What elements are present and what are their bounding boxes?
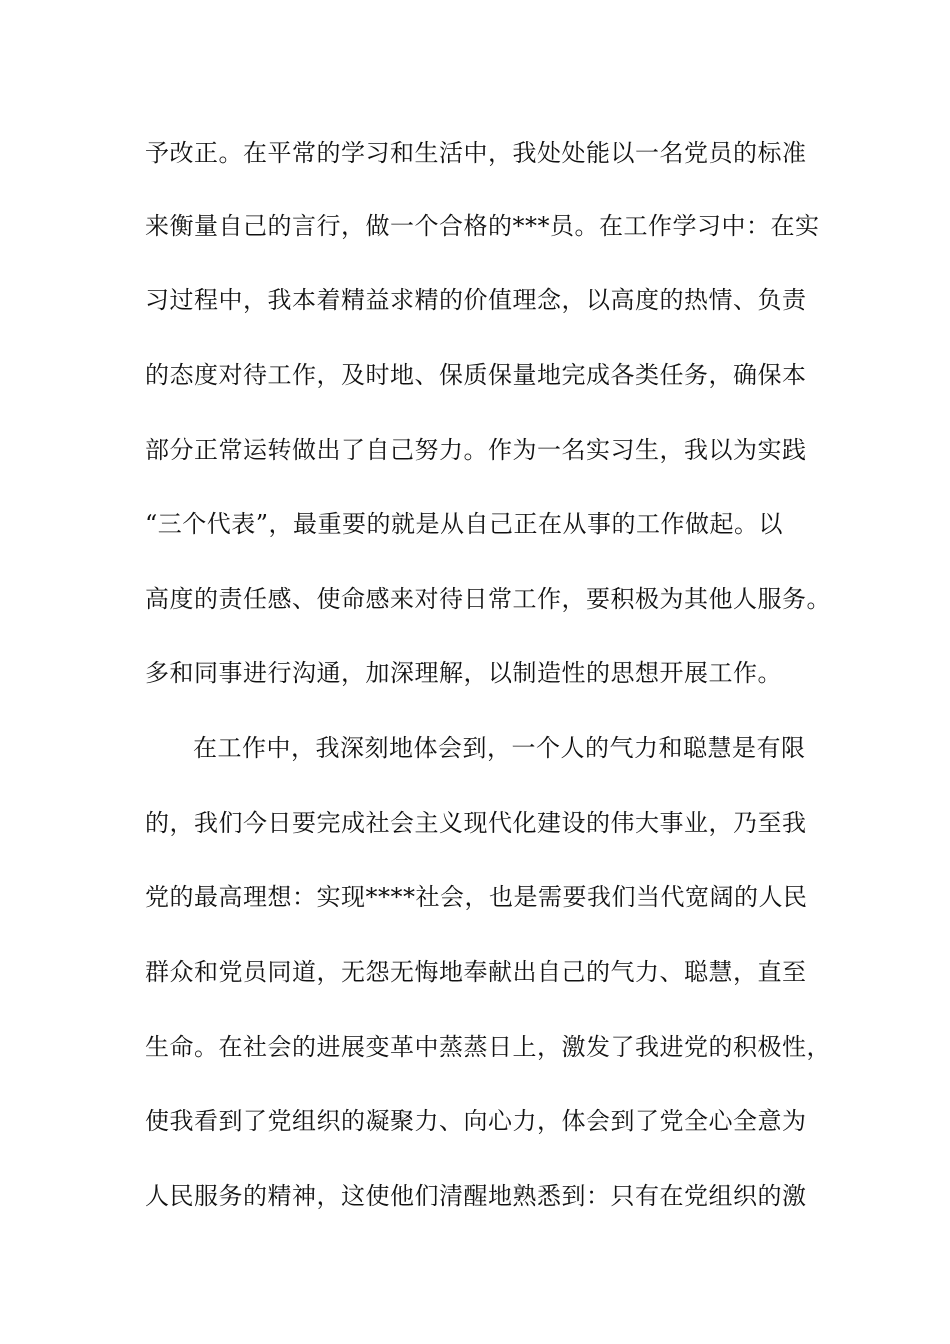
text-line-13: 生命。在社会的进展变革中蒸蒸日上，激发了我进党的积极性，	[145, 1033, 831, 1061]
text-line-11: 党的最高理想：实现****社会，也是需要我们当代宽阔的人民	[145, 883, 808, 911]
text-line-8: 多和同事进行沟通，加深理解，以制造性的思想开展工作。	[145, 659, 782, 687]
text-line-10: 的，我们今日要完成社会主义现代化建设的伟大事业，乃至我	[145, 809, 807, 837]
text-line-9: 在工作中，我深刻地体会到，一个人的气力和聪慧是有限	[193, 734, 806, 762]
text-line-15: 人民服务的精神，这使他们清醒地熟悉到：只有在党组织的激	[145, 1182, 807, 1210]
text-line-1: 予改正。在平常的学习和生活中，我处处能以一名党员的标准	[145, 139, 807, 167]
text-line-7: 高度的责任感、使命感来对待日常工作，要积极为其他人服务。	[145, 585, 831, 613]
text-line-5: 部分正常运转做出了自己努力。作为一名实习生，我以为实践	[145, 436, 807, 464]
text-line-12: 群众和党员同道，无怨无悔地奉献出自己的气力、聪慧，直至	[145, 958, 807, 986]
text-line-3: 习过程中，我本着精益求精的价值理念，以高度的热情、负责	[145, 286, 807, 314]
text-line-14: 使我看到了党组织的凝聚力、向心力，体会到了党全心全意为	[145, 1107, 807, 1135]
text-line-4: 的态度对待工作，及时地、保质保量地完成各类任务，确保本	[145, 361, 807, 389]
text-line-2: 来衡量自己的言行，做一个合格的***员。在工作学习中：在实	[145, 212, 820, 240]
text-line-6: “三个代表”，最重要的就是从自己正在从事的工作做起。以	[145, 510, 784, 538]
